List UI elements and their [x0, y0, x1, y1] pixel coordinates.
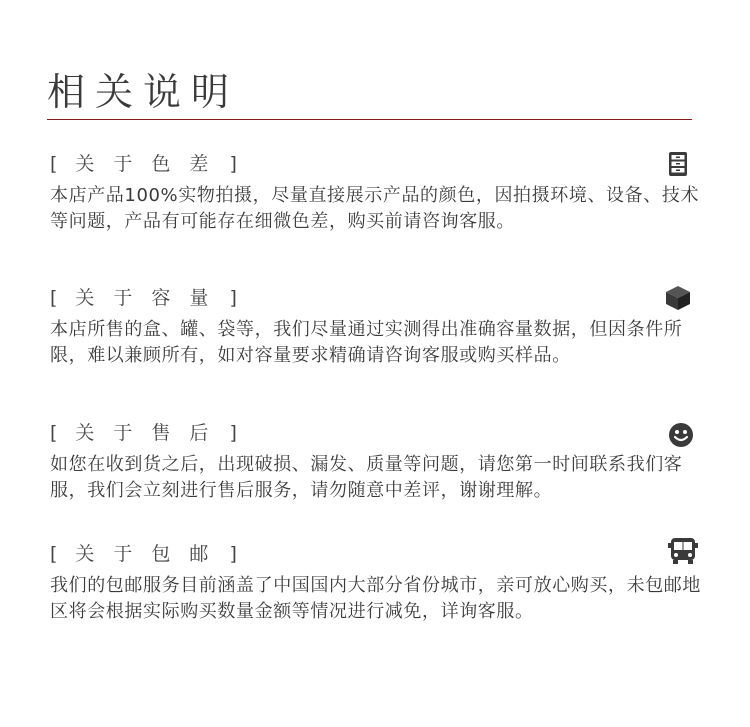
section-heading	[50, 283, 710, 313]
heading-text: 关于包邮	[75, 543, 228, 565]
section-heading	[50, 149, 710, 179]
section-free-shipping	[50, 539, 710, 625]
section-body: 本店产品100%实物拍摄，尽量直接展示产品的颜色，因拍摄环境、设备、技术等问题，产品有可能存在细微色差，购买前请咨询客服。	[50, 185, 700, 232]
heading-close-bracket: ]	[229, 287, 239, 309]
section-heading	[50, 539, 710, 569]
heading-text: 关于色差	[75, 153, 228, 175]
section-heading	[50, 418, 710, 448]
section-body: 如您在收到货之后，出现破损、漏发、质量等问题，请您第一时间联系我们客服，我们会立刻进行售后服务，请勿随意中差评，谢谢理解。	[50, 454, 683, 501]
section-color-difference	[50, 149, 710, 235]
heading-close-bracket: ]	[229, 543, 239, 565]
section-after-sales	[50, 418, 710, 504]
smiley-face-icon	[668, 422, 694, 448]
heading-text: 关于容量	[75, 287, 228, 309]
cube-box-icon	[665, 285, 691, 311]
heading-close-bracket: ]	[229, 153, 239, 175]
page-title: 相关说明	[47, 70, 240, 114]
file-cabinet-icon	[665, 151, 691, 177]
heading-open-bracket: [	[50, 287, 60, 309]
heading-open-bracket: [	[50, 153, 60, 175]
title-divider	[47, 119, 692, 120]
heading-open-bracket: [	[50, 422, 60, 444]
section-body: 我们的包邮服务目前涵盖了中国国内大部分省份城市，亲可放心购买，未包邮地区将会根据实际购买数量金额等情况进行减免，详询客服。	[50, 575, 701, 622]
section-body: 本店所售的盒、罐、袋等，我们尽量通过实测得出准确容量数据，但因条件所限，难以兼顾所有，如对容量要求精确请咨询客服或购买样品。	[50, 319, 683, 366]
heading-close-bracket: ]	[229, 422, 239, 444]
bus-icon	[667, 536, 699, 566]
section-capacity	[50, 283, 710, 369]
heading-text: 关于售后	[75, 422, 228, 444]
heading-open-bracket: [	[50, 543, 60, 565]
